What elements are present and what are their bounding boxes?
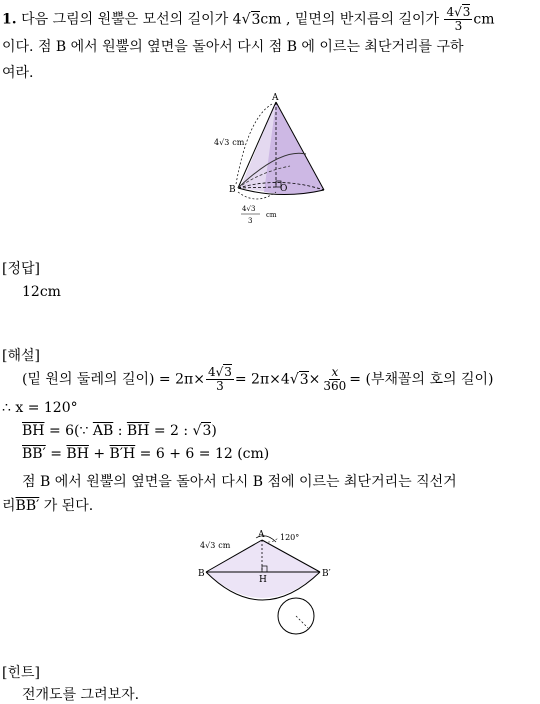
- net-slant-label: 4√3 cm: [200, 541, 231, 550]
- equation-2: ∴ x = 120°: [2, 400, 78, 416]
- answer-value: 12cm: [22, 284, 61, 300]
- net-figure: [196, 528, 346, 638]
- hint-text: 전개도를 그려보자.: [22, 687, 140, 703]
- net-B-label: B: [198, 569, 205, 579]
- unit: cm: [473, 11, 495, 28]
- radius-dimension: [238, 192, 276, 199]
- angle-leader: [268, 538, 278, 542]
- point-B-label: B: [229, 185, 236, 195]
- solution-text-2: 리BB′ 가 된다.: [2, 498, 94, 514]
- problem-number: 1.: [2, 11, 17, 28]
- radius-fraction: $\frac{4√3}{3}$: [446, 5, 471, 34]
- slant-label: 4√3 cm: [214, 138, 245, 147]
- problem-line-1: 1. 다음 그림의 원뿔은 모선의 길이가 4√3cm , 밑면의 반지름의 길이가 $\frac{4√3}{3}$ cm: [2, 5, 495, 34]
- answer-header: [정답]: [2, 261, 40, 277]
- equation-1: (밑 원의 둘레의 길이) = 2π× $\frac{4√3}{3}$ = 2π×4√3× $\frac{x}{360}$ = (부채꼴의 호의 길이): [22, 365, 494, 394]
- center-O-label: O: [280, 184, 288, 194]
- solution-header: [해설]: [2, 348, 40, 364]
- equation-3: $\overline{BH}$ = 6(∵ $\overline{AB}$ : $\overline{BH} = 2$ : √3): [22, 423, 217, 439]
- problem-line-2: 이다. 점 B 에서 원뿔의 옆면을 돌아서 다시 점 B 에 이르는 최단거리를 구하: [2, 39, 464, 55]
- problem-sqrt: 3: [251, 11, 261, 28]
- radius-unit-label: cm: [266, 211, 277, 219]
- equation-4: $BB' = \overline{BH} + B'H = 6 + 6 = 12$ (cm): [22, 446, 270, 462]
- net-A-label: A: [258, 530, 265, 540]
- radius-den-label: 3: [248, 217, 253, 225]
- net-H-label: H: [259, 575, 267, 585]
- cone-figure: [200, 92, 340, 232]
- vertex-A-label: A: [272, 93, 279, 103]
- eq1-frac-angle: $\frac{x}{360}$: [323, 365, 347, 394]
- solution-text-1: 점 B 에서 원뿔의 옆면을 돌아서 다시 B 점에 이르는 최단거리는 직선거: [22, 474, 457, 490]
- problem-text: 다음 그림의 원뿔은 모선의 길이가 4: [21, 11, 242, 28]
- eq1-frac-radius: $\frac{4√3}{3}$: [207, 365, 232, 394]
- problem-line-3: 여라.: [2, 65, 34, 81]
- net-angle-label: 120°: [280, 533, 300, 542]
- problem-text-cont: cm , 밑면의 반지름의 길이가: [260, 11, 440, 28]
- net-B-prime-label: B′: [322, 569, 331, 579]
- radius-num-label: 4√3: [242, 205, 256, 213]
- hint-header: [힌트]: [2, 665, 40, 681]
